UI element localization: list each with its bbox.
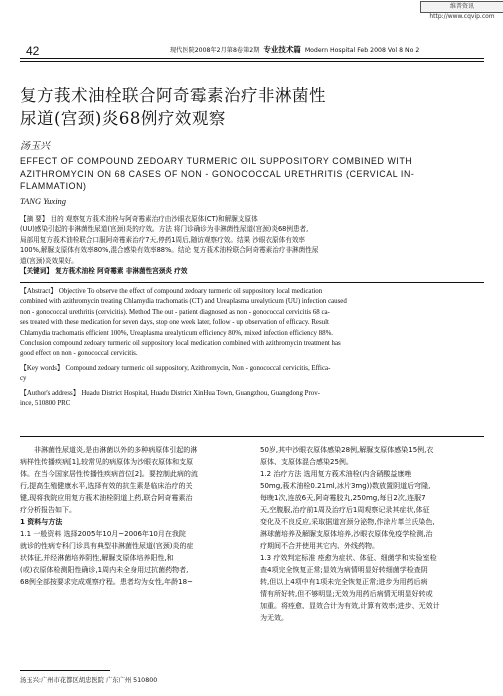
abstract-cn-line: 【摘 要】 目的 观察复方莪术油栓与阿奇霉素治疗由沙眼衣原体(CT)和解脲支原体 [20, 215, 258, 223]
watermark: 维普资讯 http://www.cqvip.com [420, 1, 503, 13]
title-en-line-3: FLAMMATION) [20, 181, 87, 191]
abstract-divider [20, 282, 484, 283]
section-label: 专业技术篇 [263, 45, 301, 54]
body-line: 1.1 一般资料 选择2005年10月~2006年10月在我院 [20, 530, 186, 538]
body-line: 键,现将我院应用复方莪术油栓阴道上药,联合阿奇霉素治 [20, 494, 193, 502]
abstract-en-line: 【Abstract】 Objective To observe the effect of compound zedoary turmeric oil suppository local medication [20, 288, 323, 295]
abstract-en-line: Chlamydia trachomatis efficient 100%, Ureaplasma urealyticum efficiency 80%, mixed infection efficiency 88%. [20, 329, 334, 337]
abstract-en [20, 287, 484, 409]
author-address: 【Author's address】 Huadu District Hospital, Huadu District XinHua Town, Guangzhou, Guangdong Prov- [20, 389, 320, 397]
keywords-en-cont: cy [20, 375, 27, 383]
section-heading: 1 资料与方法 [20, 518, 63, 526]
journal-en: Modern Hospital Feb 2008 Vol 8 No 2 [304, 47, 420, 54]
journal-cn: 现代医院2008年2月第8卷第2期 [170, 47, 260, 54]
title-line-1: 复方莪术油栓联合阿奇霉素治疗非淋菌性 [20, 86, 326, 105]
body-line: 疗分析报告如下。 [20, 506, 76, 514]
body-column-right [260, 444, 484, 624]
title-en-line-1: EFFECT OF COMPOUND ZEDOARY TURMERIC OIL SUPPOSITORY COMBINED WITH [20, 156, 413, 166]
header-rule-thin [20, 61, 484, 62]
body-line: 就诊的性病专科门诊具有典型非淋菌性尿道(宫颈)炎的症 [20, 542, 194, 550]
body-line: 50岁,其中沙眼衣原体感染28例,解脲支原体感染15例,衣 [260, 446, 434, 454]
footnote-rule [20, 670, 110, 671]
abstract-en-line: combined with azithromycin treating Chlamydia trachomatis (CT) and Ureaplasma urealyticum (UU) infection caused [20, 298, 347, 306]
abstract-en-line: ses treated with these medication for seven days, stop one week later, follow - up observation of efficacy. Result [20, 319, 329, 327]
keywords-en: 【Key words】 Compound zedoary turmeric oil suppository, Azithromycin, Non - gonococcal cervicitis, Effica- [20, 364, 331, 372]
body-line: 68例全部按要求完成观察疗程。患者均为女性,年龄18~ [20, 578, 193, 586]
body-line: 情有所好转,但不够明显;无效为用药后病情无明显好转或 [260, 590, 433, 598]
body-line: 病样性传播疾病[1],较常见的病原体为沙眼衣原体和支原 [20, 458, 194, 466]
header-rule [20, 58, 484, 59]
body-line: 查4项完全恢复正常;显效为病情明显好转细菌学检查阴 [260, 566, 428, 574]
body-line: 原体、支原体混合感染25例。 [260, 458, 353, 466]
body-line: 变化及不良反应,采取据道宫颈分泌物,作涂片革兰氏染色, [260, 518, 435, 526]
author-affiliation-footnote: 汤玉兴:广州市花都区胡忠医院 广东广州 510800 [20, 677, 158, 684]
abstract-en-line: good effect on non - gonococcal cervicitis. [20, 350, 138, 358]
title-line-2: 尿道(宫颈)炎68例疗效观察 [20, 109, 226, 128]
title-en-line-2: AZITHROMYCIN ON 68 CASES OF NON - GONOCOCCAL URETHRITIS (CERVICAL IN- [20, 168, 415, 179]
body-line: 1.2 治疗方法 选用复方莪术油栓(内含硝酸益康唑 [260, 470, 412, 478]
keywords-cn: 【关键词】 复方莪术油栓 阿奇霉素 非淋菌性宫颈炎 疗效 [20, 267, 188, 276]
body-line: 为无效。 [260, 614, 288, 622]
body-line: 行,提高生殖健康水平,选择有效的抗生素是临床治疗的关 [20, 482, 193, 490]
body-divider [20, 436, 484, 437]
abstract-cn [20, 214, 484, 276]
body-line: 天,空腹服,治疗前1周及治疗后1周观察记录其症状,体征 [260, 506, 430, 514]
body-line: 每晚1次,连放6天,阿奇霉胶丸,250mg,每日2次,连服7 [260, 494, 426, 502]
author-cn: 汤玉兴 [20, 141, 50, 152]
body-column-left [20, 444, 244, 588]
body-line: 转,但以上4项中有1项未完全恢复正常;进步为用药后病 [260, 578, 428, 586]
abstract-cn-line: 局部用复方莪术油栓联合口服阿奇霉素治疗7天,停药1周后,随访观察疗效。结果 沙眼衣原体有效率 [20, 235, 306, 244]
body-line: 1.3 疗效判定标准 痊愈为症状、体征、细菌学和实验室检 [260, 554, 437, 562]
author-address-cont: ince, 510800 PRC [20, 400, 71, 408]
body-line: 淋球菌培养及解脲支原体培养,沙眼衣原体免疫学检测,治 [260, 530, 433, 538]
body-line: 加重。将痊愈、显效合计为有效,计算有效率;进步、无效计 [260, 602, 440, 610]
running-header [170, 44, 419, 55]
abstract-en-line: non - gonococcal urethritis (cervicitis). Method The out - patient diagnosed as non - gonococcal cervicitis 68 ca- [20, 308, 330, 316]
body-line: 50mg,莪术油栓0.21ml,冰片3mg))数放置阴道后穹隆, [260, 482, 431, 490]
body-line: (或)衣原体检测阳性确诊,1周内未全身用过抗菌药物者, [20, 566, 189, 574]
abstract-cn-line: (UU)感染引起的非淋菌性尿道(宫颈)炎的疗效。方法 将门诊确诊为非淋菌性尿道(宫颈)炎68例患者, [20, 225, 309, 234]
author-en: TANG Yuxing [20, 196, 67, 206]
body-line: 状体征,并经淋菌培养阴性,解脲支原体培养阳性,和 [20, 554, 174, 562]
body-line: 体。在当今国家居性传播性疾病首位[2]。要控制此病的流 [20, 470, 198, 478]
abstract-cn-line: 100%,解脲支原体有效率80%,混合感染有效率88%。结论 复方莪术油栓联合阿奇霉素治疗非淋菌性尿 [20, 246, 319, 255]
page-number: 42 [26, 44, 40, 58]
abstract-en-line: Conclusion compound zedoary turmeric oil suppository local medication combined with azithromycin treatment has [20, 340, 341, 348]
body-line: 非淋菌性尿道炎,是由淋菌以外的多种病原体引起的淋 [34, 446, 198, 454]
body-line: 疗期间不合并使用其它内、外线药物。 [260, 542, 379, 550]
title-en [20, 155, 484, 193]
abstract-cn-line: 道(宫颈)炎效果好。 [20, 256, 78, 265]
